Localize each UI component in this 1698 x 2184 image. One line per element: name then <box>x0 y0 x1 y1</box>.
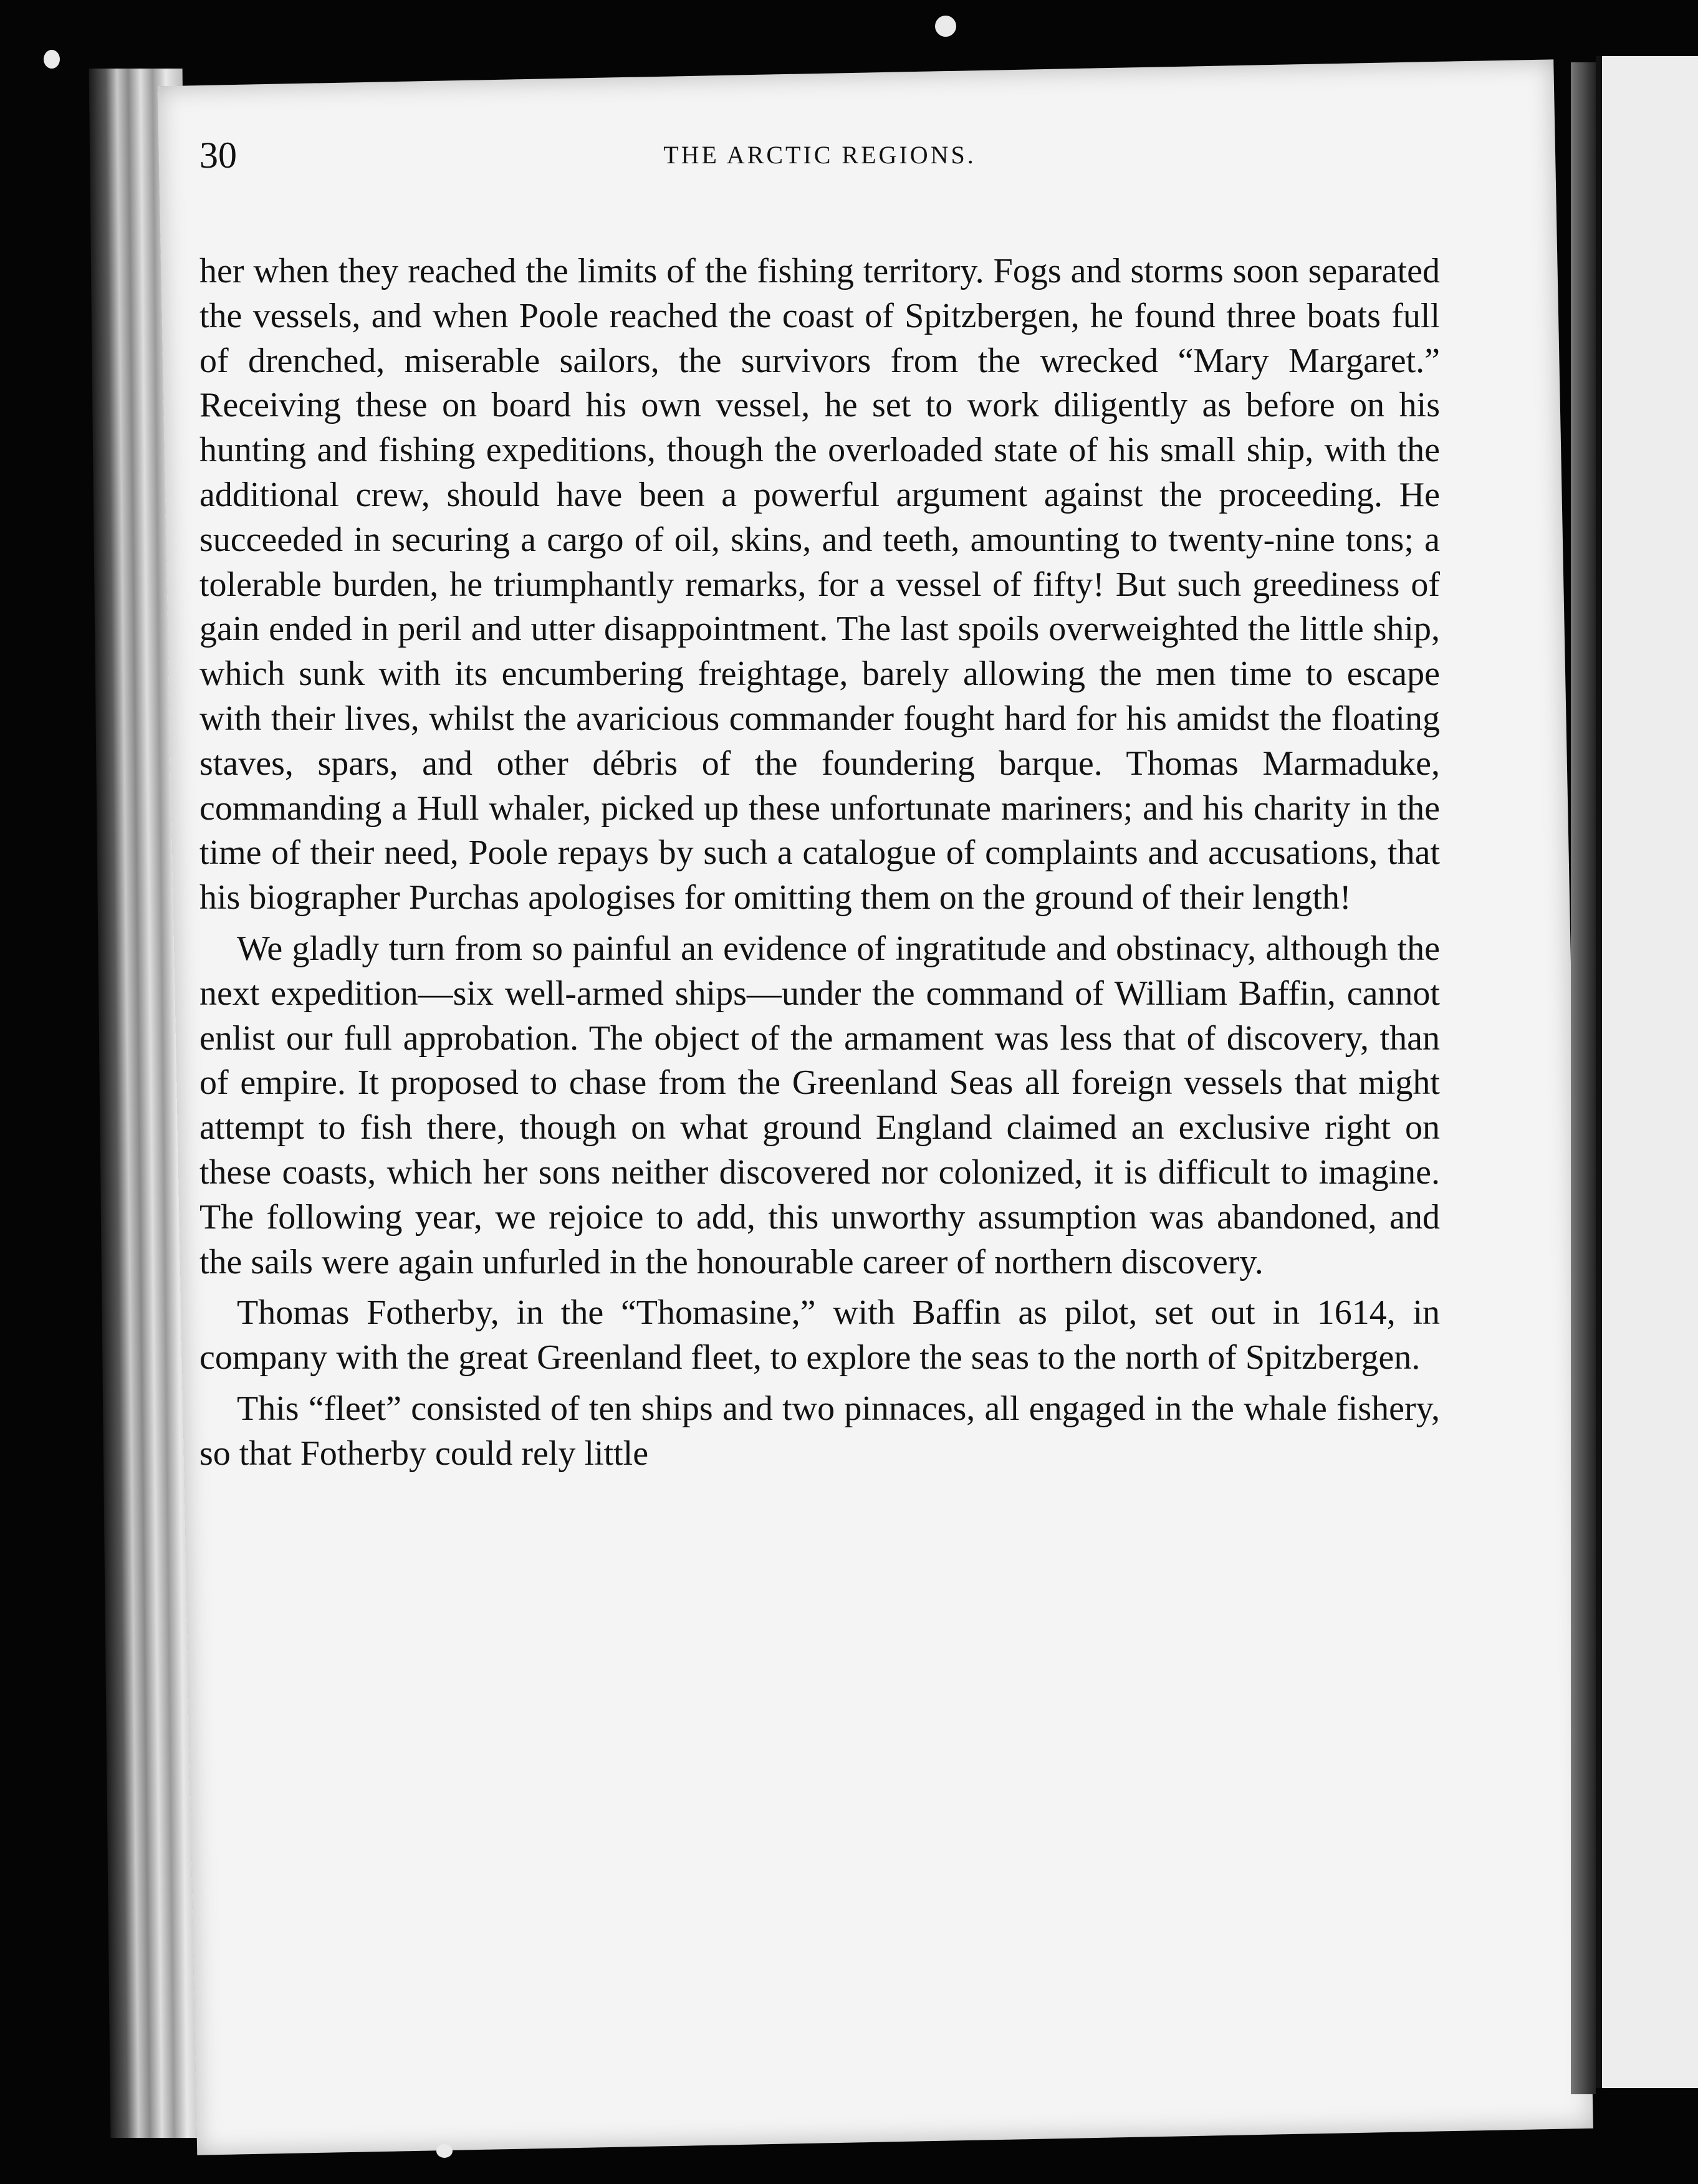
running-head: THE ARCTIC REGIONS. <box>663 141 976 169</box>
page-header <box>199 134 1440 209</box>
page-number: 30 <box>199 135 237 176</box>
scan-speck <box>436 2144 453 2158</box>
page-body <box>199 249 1440 1477</box>
paragraph: We gladly turn from so painful an evidence of ingratitude and obstinacy, although the next expedition—six well-armed ships—under the command of William Baffin, cannot enlist our full approbation. The object of the armament was less that of discovery, than of empire. It proposed to chase from the Greenland Seas all foreign vessels that might attempt to fish there, though on what ground England claimed an exclusive right on these coasts, which her sons neither discovered nor colonized, it is difficult to imagine. The following year, we rejoice to add, this unworthy assumption was abandoned, and the sails were again unfurled in the honourable career of northern discovery. <box>199 929 1440 1281</box>
scan-speck <box>44 50 60 69</box>
paragraph: Thomas Fotherby, in the “Thomasine,” with Baffin as pilot, set out in 1614, in company with the great Greenland fleet, to explore the seas to the north of Spitzbergen. <box>199 1293 1440 1377</box>
paragraph-continued: her when they reached the limits of the fishing territory. Fogs and storms soon separated the vessels, and when Poole reached the coast of Spitzbergen, he found three boats full of drenched, miserable sailors, the survivors from the wrecked “Mary Margaret.” Receiving these on board his own vessel, he set to work diligently as before on his hunting and fishing expeditions, though the overloaded state of his small ship, with the additional crew, should have been a powerful argument against the proceeding. He succeeded in securing a cargo of oil, skins, and teeth, amounting to twenty-nine tons; a tolerable burden, he triumphantly remarks, for a vessel of fifty! But such greediness of gain ended in peril and utter disappointment. The last spoils overweighted the little ship, which sunk with its encumbering freightage, barely allowing the men time to escape with their lives, whilst the avaricious commander fought hard for his amidst the floating staves, spars, and other débris of the foundering barque. Thomas Marmaduke, commanding a Hull whaler, picked up these unfortunate mariners; and his charity in the time of their need, Poole repays by such a catalogue of complaints and accusations, that his biographer Purchas apologises for omitting them on the ground of their length! <box>199 252 1440 917</box>
paragraph: This “fleet” consisted of ten ships and two pinnaces, all engaged in the whale fishery, so that Fotherby could rely little <box>199 1389 1440 1473</box>
page-gutter-shadow <box>1571 62 1596 2094</box>
scan-speck <box>935 16 956 37</box>
adjacent-page-edge <box>1596 56 1698 2088</box>
